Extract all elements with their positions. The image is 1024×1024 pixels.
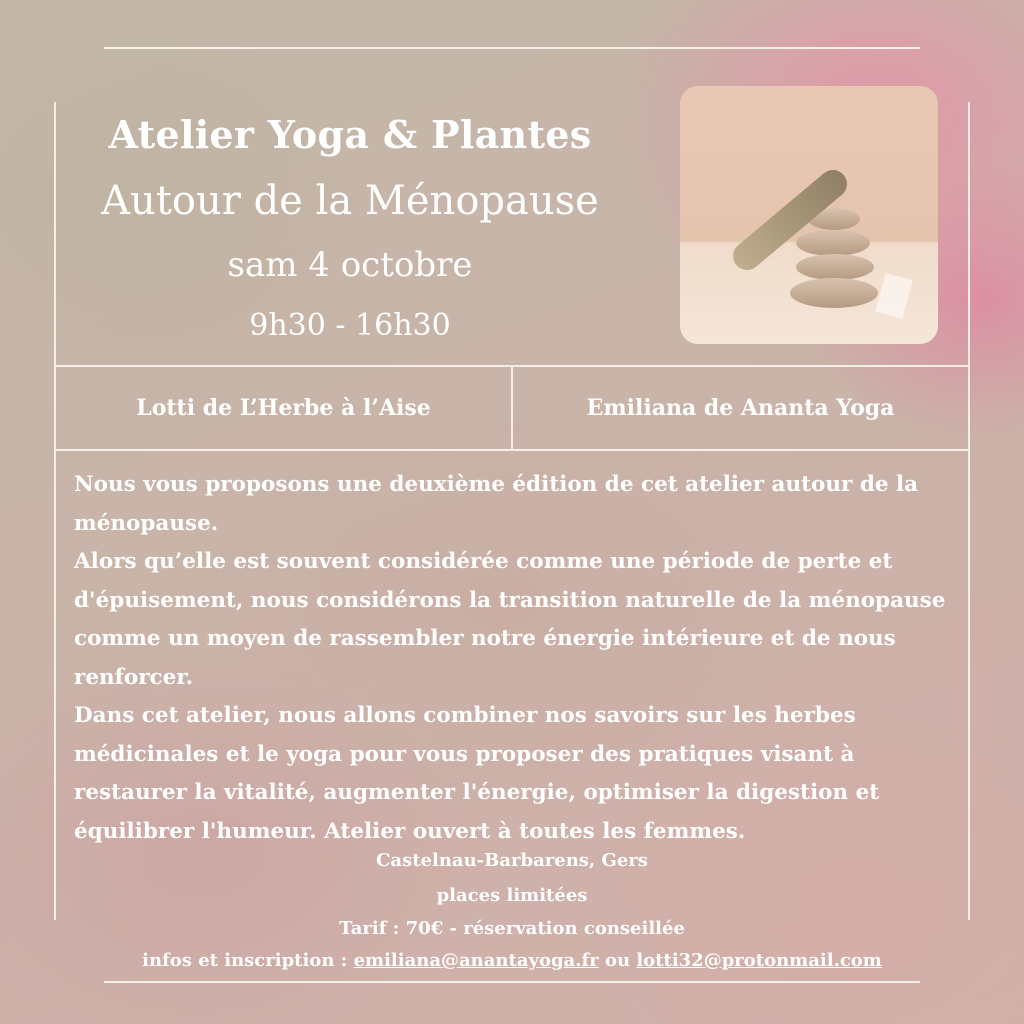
stone: [796, 230, 870, 256]
crystal: [875, 273, 912, 319]
event-title: Atelier Yoga & Plantes: [108, 112, 592, 157]
host-emiliana: Emiliana de Ananta Yoga: [586, 395, 895, 421]
description-paragraph: Nous vous proposons une deuxième édition de cet atelier autour de la ménopause.: [74, 472, 919, 536]
top-divider: [104, 47, 920, 49]
event-description: [74, 466, 954, 851]
description-paragraph: Dans cet atelier, nous allons combiner nos savoirs sur les herbes médicinales et le yoga pour vous proposer des pratiques visant à restaurer la vitalité, augmenter l'énergie, optimiser la digestion et équilibrer l'humeur. Atelier ouvert à toutes les femmes.: [74, 703, 880, 844]
contact-separator: ou: [598, 950, 637, 971]
host-lotti: Lotti de L’Herbe à l’Aise: [136, 395, 431, 421]
event-hours: 9h30 - 16h30: [249, 308, 451, 343]
contact-line: [60, 950, 964, 971]
frame-left: [54, 102, 56, 920]
location: Castelnau-Barbarens, Gers: [376, 850, 648, 871]
email-link-emiliana[interactable]: emiliana@anantayoga.fr: [353, 950, 599, 971]
stone: [796, 254, 874, 280]
frame-right: [968, 102, 970, 920]
contact-prefix: infos et inscription :: [142, 950, 354, 971]
bottom-divider: [104, 981, 920, 983]
sage-and-stones-photo: [680, 86, 938, 344]
email-link-lotti[interactable]: lotti32@protonmail.com: [636, 950, 882, 971]
tarif-info: Tarif : 70€ - réservation conseillée: [339, 918, 685, 939]
stone: [790, 278, 878, 308]
event-subtitle: Autour de la Ménopause: [101, 178, 599, 224]
description-paragraph: Alors qu’elle est souvent considérée comme une période de perte et d'épuisement, nous considérons la transition naturelle de la ménopause comme un moyen de rassembler notre énergie intérieure et de nous renforcer.: [74, 549, 946, 690]
event-date: sam 4 octobre: [227, 245, 473, 285]
places-info: places limitées: [436, 885, 588, 906]
